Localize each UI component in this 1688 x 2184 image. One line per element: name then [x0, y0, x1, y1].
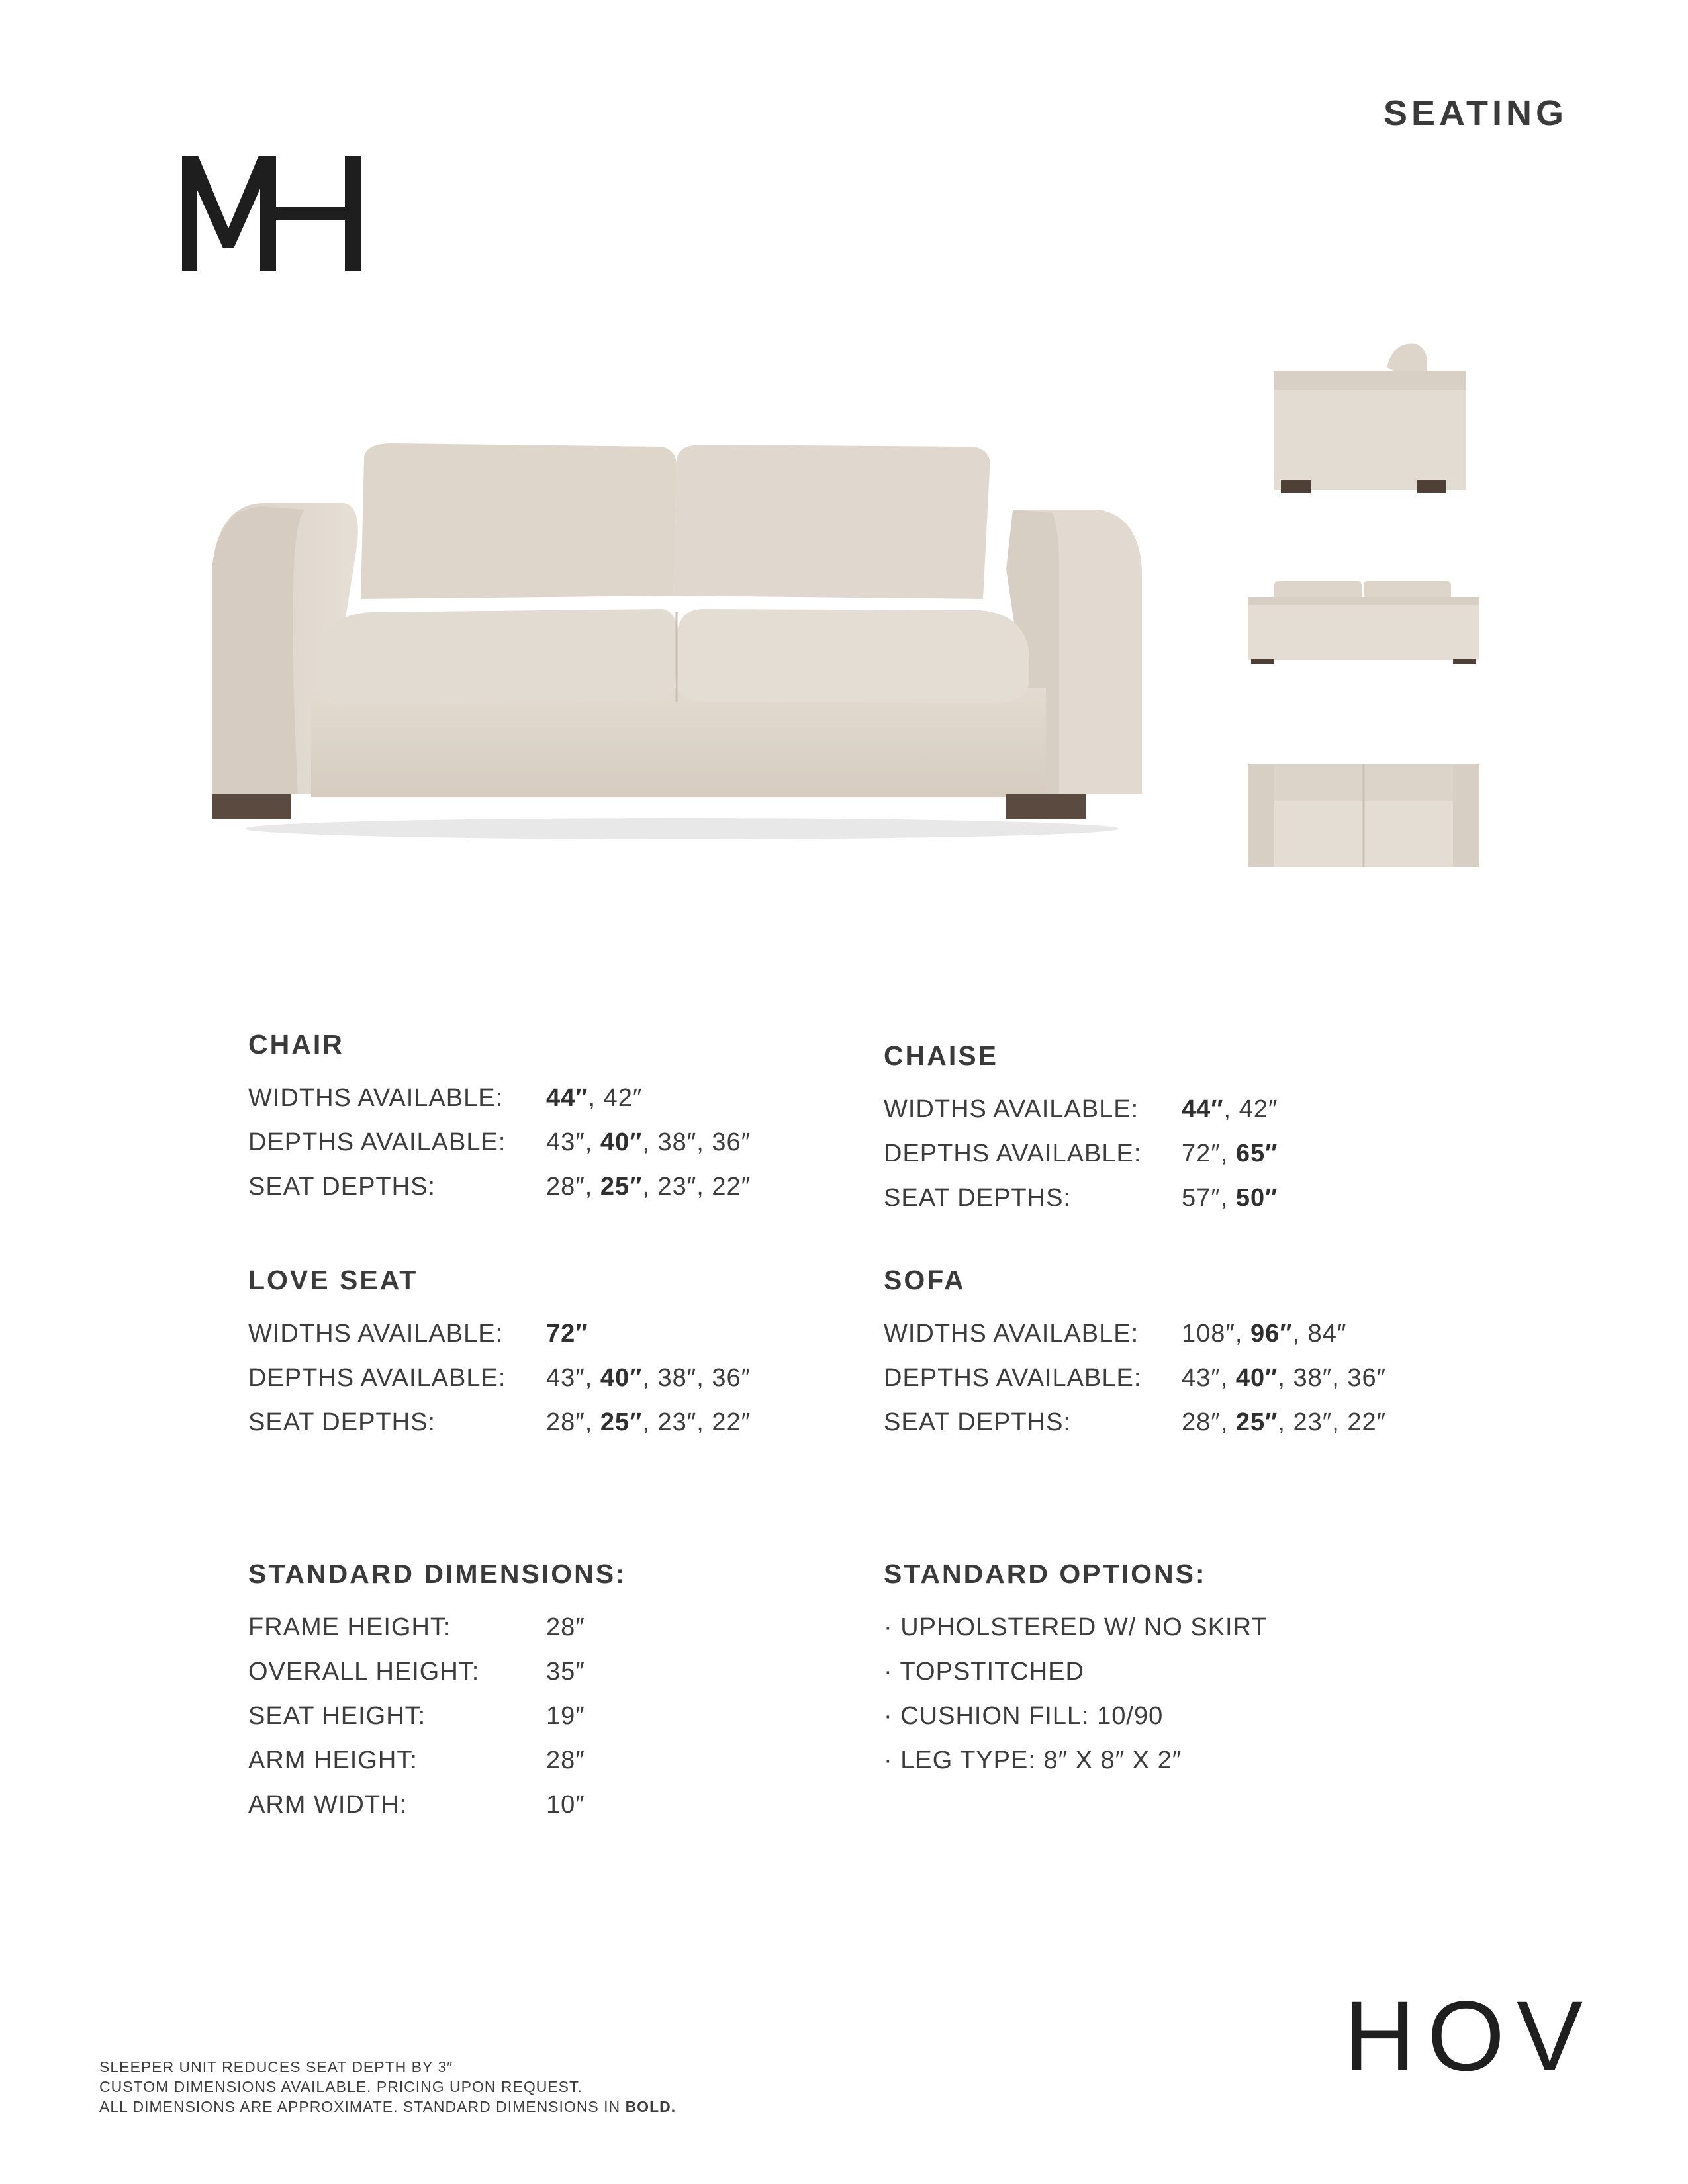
spec-value: 36″	[1347, 1364, 1387, 1392]
standard-options	[884, 1559, 1268, 1783]
spec-value: 36″	[712, 1364, 751, 1392]
spec-values: 28″, 25″, 23″, 22″	[546, 1408, 751, 1436]
spec-value: 36″	[712, 1128, 751, 1156]
spec-value: 43″	[546, 1364, 585, 1392]
spec-row	[884, 1400, 1386, 1445]
dimension-label: OVERALL HEIGHT:	[248, 1658, 480, 1686]
spec-value: 57″	[1182, 1184, 1221, 1212]
dimension-label: ARM WIDTH:	[248, 1791, 408, 1819]
spec-row	[884, 1132, 1278, 1176]
spec-rows	[884, 1087, 1278, 1220]
spec-value: 108″	[1182, 1320, 1235, 1347]
spec-row	[248, 1312, 751, 1356]
spec-label: DEPTHS AVAILABLE:	[884, 1364, 1142, 1392]
spec-row	[248, 1400, 751, 1445]
spec-label: SEAT DEPTHS:	[884, 1408, 1071, 1436]
mh-logo	[182, 156, 361, 271]
spec-label: WIDTHS AVAILABLE:	[884, 1320, 1139, 1347]
spec-values: 28″, 25″, 23″, 22″	[1182, 1408, 1387, 1436]
spec-value: 28″	[546, 1173, 585, 1201]
spec-label: SEAT DEPTHS:	[248, 1173, 436, 1201]
spec-rows	[884, 1312, 1386, 1445]
dimension-value: 28″	[546, 1747, 585, 1774]
sofa-side-image	[1268, 334, 1479, 496]
spec-chaise	[884, 1040, 1278, 1220]
dimension-value: 28″	[546, 1614, 585, 1641]
spec-value: 44″	[1182, 1095, 1224, 1123]
spec-value: 72″	[546, 1320, 588, 1347]
footer-line-1: SLEEPER UNIT REDUCES SEAT DEPTH BY 3″	[99, 2058, 453, 2075]
spec-label: SEAT DEPTHS:	[884, 1184, 1071, 1212]
spec-value: 96″	[1250, 1320, 1293, 1347]
spec-value: 84″	[1307, 1320, 1347, 1347]
option-item: · CUSHION FILL: 10/90	[884, 1702, 1164, 1730]
spec-rows	[248, 1076, 751, 1209]
spec-value: 25″	[1235, 1408, 1278, 1436]
footer-line-2: CUSTOM DIMENSIONS AVAILABLE. PRICING UPON REQUEST.	[99, 2078, 583, 2095]
spec-value: 23″	[657, 1408, 697, 1436]
spec-value: 38″	[657, 1364, 697, 1392]
spec-values	[546, 1312, 588, 1356]
spec-value: 50″	[1235, 1184, 1278, 1212]
spec-row	[248, 1356, 751, 1400]
spec-value: 38″	[657, 1128, 697, 1156]
spec-value: 72″	[1182, 1140, 1221, 1167]
spec-values: 44″, 42″	[546, 1084, 643, 1112]
spec-value: 28″	[546, 1408, 585, 1436]
spec-row	[248, 1165, 751, 1209]
spec-row	[884, 1312, 1386, 1356]
spec-label: WIDTHS AVAILABLE:	[248, 1084, 504, 1112]
spec-values: 43″, 40″, 38″, 36″	[1182, 1364, 1387, 1392]
spec-title: LOVE SEAT	[248, 1265, 418, 1295]
brand-wordmark: HOV	[1344, 1980, 1595, 2091]
spec-row	[884, 1356, 1386, 1400]
spec-value: 42″	[1239, 1095, 1278, 1123]
spec-value: 22″	[712, 1408, 751, 1436]
spec-rows	[248, 1312, 751, 1445]
spec-label: WIDTHS AVAILABLE:	[884, 1095, 1139, 1123]
dimension-value: 10″	[546, 1791, 585, 1819]
dimension-row	[248, 1694, 627, 1739]
option-item: · TOPSTITCHED	[884, 1658, 1084, 1686]
spec-value: 43″	[1182, 1364, 1221, 1392]
spec-value: 40″	[600, 1364, 643, 1392]
spec-value: 43″	[546, 1128, 585, 1156]
spec-value: 22″	[712, 1173, 751, 1201]
sofa-main-image	[199, 437, 1165, 847]
spec-value: 23″	[657, 1173, 697, 1201]
spec-title: CHAIR	[248, 1029, 344, 1060]
spec-values: 43″, 40″, 38″, 36″	[546, 1364, 751, 1392]
spec-value: 23″	[1293, 1408, 1333, 1436]
spec-values: 43″, 40″, 38″, 36″	[546, 1128, 751, 1156]
spec-title: CHAISE	[884, 1040, 998, 1071]
spec-value: 25″	[600, 1173, 643, 1201]
spec-row	[884, 1087, 1278, 1132]
spec-love-seat	[248, 1265, 751, 1445]
spec-value: 25″	[600, 1408, 643, 1436]
option-item: · UPHOLSTERED W/ NO SKIRT	[884, 1614, 1268, 1641]
spec-value: 42″	[603, 1084, 643, 1112]
dimension-label: ARM HEIGHT:	[248, 1747, 418, 1774]
spec-value: 65″	[1235, 1140, 1278, 1167]
standard-options-title: STANDARD OPTIONS:	[884, 1559, 1207, 1589]
spec-label: DEPTHS AVAILABLE:	[248, 1364, 506, 1392]
dimension-value: 19″	[546, 1702, 585, 1730]
spec-value: 40″	[600, 1128, 643, 1156]
standard-dimensions-rows	[248, 1606, 627, 1827]
dimension-row	[248, 1650, 627, 1694]
spec-values: 28″, 25″, 23″, 22″	[546, 1173, 751, 1201]
option-item: · LEG TYPE: 8″ X 8″ X 2″	[884, 1747, 1182, 1774]
spec-label: SEAT DEPTHS:	[248, 1408, 436, 1436]
dimension-label: FRAME HEIGHT:	[248, 1614, 451, 1641]
spec-label: DEPTHS AVAILABLE:	[884, 1140, 1142, 1167]
standard-options-list	[884, 1606, 1268, 1783]
dimension-row	[248, 1739, 627, 1783]
sofa-top-image	[1244, 761, 1483, 870]
spec-label: WIDTHS AVAILABLE:	[248, 1320, 504, 1347]
spec-value: 22″	[1347, 1408, 1387, 1436]
dimension-label: SEAT HEIGHT:	[248, 1702, 426, 1730]
spec-title: SOFA	[884, 1265, 966, 1295]
dimension-row	[248, 1783, 627, 1827]
spec-row	[248, 1120, 751, 1165]
spec-sofa	[884, 1265, 1386, 1445]
page-category: SEATING	[1383, 93, 1568, 133]
dimension-row	[248, 1606, 627, 1650]
spec-label: DEPTHS AVAILABLE:	[248, 1128, 506, 1156]
footer-line-3	[99, 2097, 676, 2116]
footer-notes	[99, 2057, 676, 2116]
standard-dimensions	[248, 1559, 627, 1827]
spec-value: 44″	[546, 1084, 588, 1112]
dimension-value: 35″	[546, 1658, 585, 1686]
spec-value: 28″	[1182, 1408, 1221, 1436]
spec-row	[248, 1076, 751, 1120]
footer-line-3-text: ALL DIMENSIONS ARE APPROXIMATE. STANDARD DIMENSIONS IN	[99, 2098, 626, 2115]
spec-values: 44″, 42″	[1182, 1095, 1278, 1123]
spec-value: 38″	[1293, 1364, 1333, 1392]
spec-values: 72″, 65″	[1182, 1140, 1278, 1167]
spec-values: 57″, 50″	[1182, 1184, 1278, 1212]
spec-row	[884, 1176, 1278, 1220]
spec-chair	[248, 1029, 751, 1209]
spec-values: 108″, 96″, 84″	[1182, 1320, 1347, 1347]
sofa-front-image	[1244, 576, 1483, 668]
standard-dimensions-title: STANDARD DIMENSIONS:	[248, 1559, 627, 1589]
footer-line-3-bold: BOLD.	[625, 2098, 677, 2115]
spec-value: 40″	[1235, 1364, 1278, 1392]
